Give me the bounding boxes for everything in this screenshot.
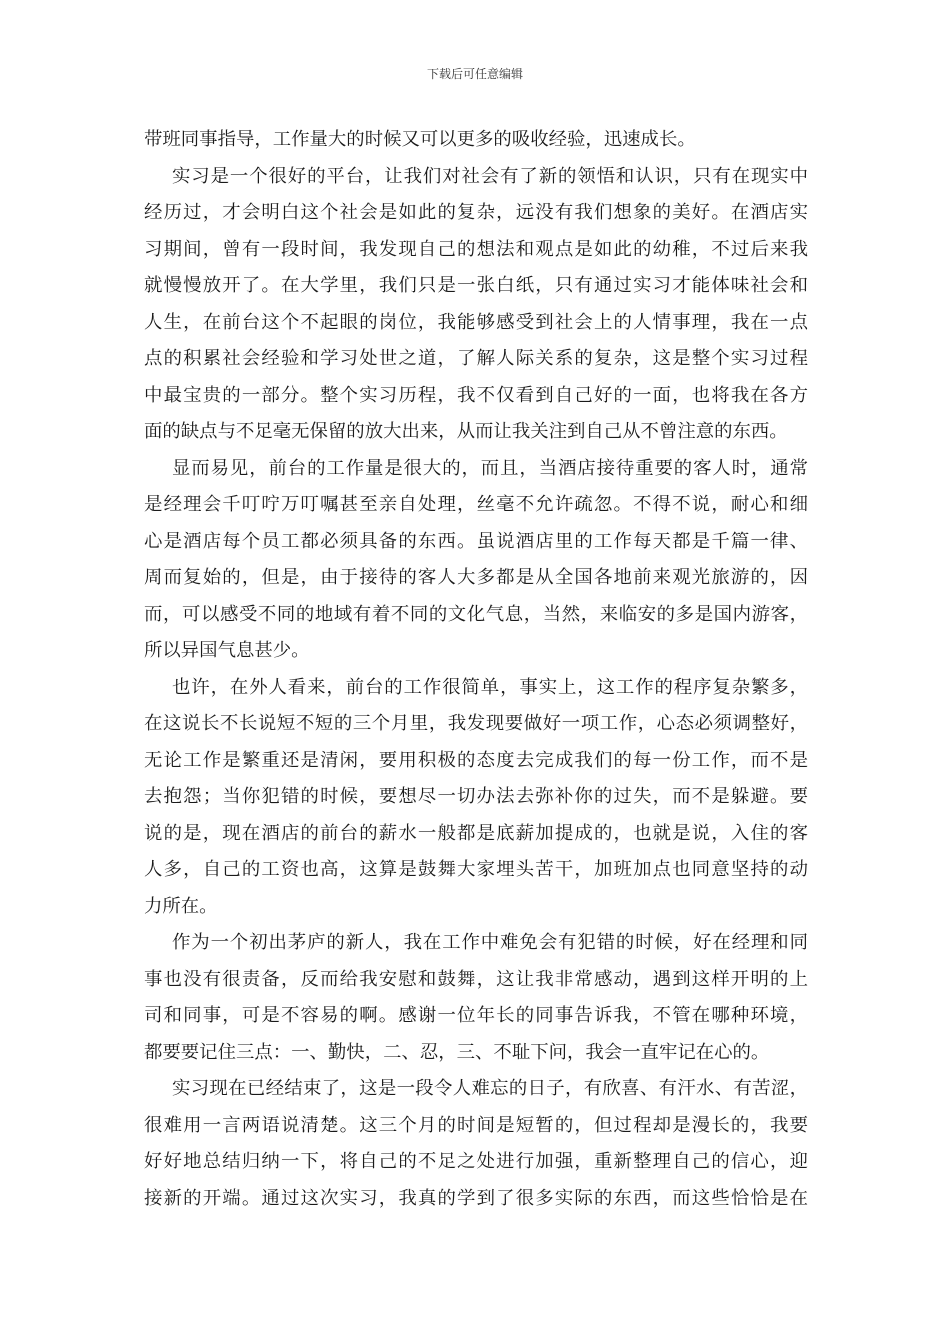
text-line: 在这说长不长说短不短的三个月里，我发现要做好一项工作，心态必须调整好， <box>144 713 808 734</box>
paragraph-first-line: 作为一个初出茅庐的新人，我在工作中难免会有犯错的时候，好在经理和同 <box>172 932 808 953</box>
text-line: 去抱怨；当你犯错的时候，要想尽一切办法去弥补你的过失，而不是躲避。要 <box>144 786 808 807</box>
text-line: 司和同事，可是不容易的啊。感谢一位年长的同事告诉我，不管在哪种环境， <box>144 1005 808 1026</box>
paragraph-first-line: 实习是一个很好的平台，让我们对社会有了新的领悟和认识，只有在现实中 <box>172 165 808 187</box>
text-line: 中最宝贵的一部分。整个实习历程，我不仅看到自己好的一面，也将我在各方 <box>144 384 808 406</box>
text-line: 周而复始的，但是，由于接待的客人大多都是从全国各地前来观光旅游的，因 <box>144 567 808 588</box>
text-line: 很难用一言两语说清楚。这三个月的时间是短暂的，但过程却是漫长的，我要 <box>144 1114 808 1136</box>
text-line: 而，可以感受不同的地域有着不同的文化气息，当然，来临安的多是国内游客， <box>144 603 808 625</box>
text-line: 无论工作是繁重还是清闲，要用积极的态度去完成我们的每一份工作，而不是 <box>144 749 808 771</box>
text-line: 事也没有很责备，反而给我安慰和鼓舞，这让我非常感动，遇到这样开明的上 <box>144 968 808 990</box>
text-line: 带班同事指导，工作量大的时候又可以更多的吸收经验，迅速成长。 <box>144 129 696 150</box>
paragraph-first-line: 显而易见，前台的工作量是很大的，而且，当酒店接待重要的客人时，通常 <box>172 457 808 479</box>
page-header: 下载后可任意编辑 <box>426 67 523 81</box>
text-line: 好好地总结归纳一下，将自己的不足之处进行加强，重新整理自己的信心，迎 <box>144 1151 808 1172</box>
paragraph-first-line: 也许，在外人看来，前台的工作很简单，事实上，这工作的程序复杂繁多， <box>172 676 808 698</box>
text-line: 点的积累社会经验和学习处世之道，了解人际关系的复杂，这是整个实习过程 <box>144 348 808 369</box>
text-line: 所以异国气息甚少。 <box>144 640 310 661</box>
text-line: 人生，在前台这个不起眼的岗位，我能够感受到社会上的人情事理，我在一点 <box>144 311 808 333</box>
text-line: 面的缺点与不足毫无保留的放大出来，从而让我关注到自己从不曾注意的东西。 <box>144 421 788 442</box>
paragraph-first-line: 实习现在已经结束了，这是一段令人难忘的日子，有欣喜、有汗水、有苦涩， <box>172 1078 808 1099</box>
text-line: 是经理会千叮咛万叮嘱甚至亲自处理，丝毫不允许疏忽。不得不说，耐心和细 <box>144 494 808 515</box>
text-line: 经历过，才会明白这个社会是如此的复杂，远没有我们想象的美好。在酒店实 <box>144 202 808 223</box>
text-line: 说的是，现在酒店的前台的薪水一般都是底薪加提成的，也就是说，入住的客 <box>144 822 808 844</box>
text-line: 都要要记住三点：一、勤快，二、忍，三、不耻下问，我会一直牢记在心的。 <box>144 1041 770 1063</box>
text-line: 习期间，曾有一段时间，我发现自己的想法和观点是如此的幼稚，不过后来我 <box>144 238 808 260</box>
text-line: 就慢慢放开了。在大学里，我们只是一张白纸，只有通过实习才能体味社会和 <box>144 275 808 296</box>
text-line: 接新的开端。通过这次实习，我真的学到了很多实际的东西，而这些恰恰是在 <box>144 1187 808 1209</box>
document-body <box>144 122 808 1217</box>
text-line: 力所在。 <box>144 895 218 917</box>
text-line: 心是酒店每个员工都必须具备的东西。虽说酒店里的工作每天都是千篇一律、 <box>144 530 808 552</box>
text-line: 人多，自己的工资也高，这算是鼓舞大家埋头苦干，加班加点也同意坚持的动 <box>144 859 808 880</box>
